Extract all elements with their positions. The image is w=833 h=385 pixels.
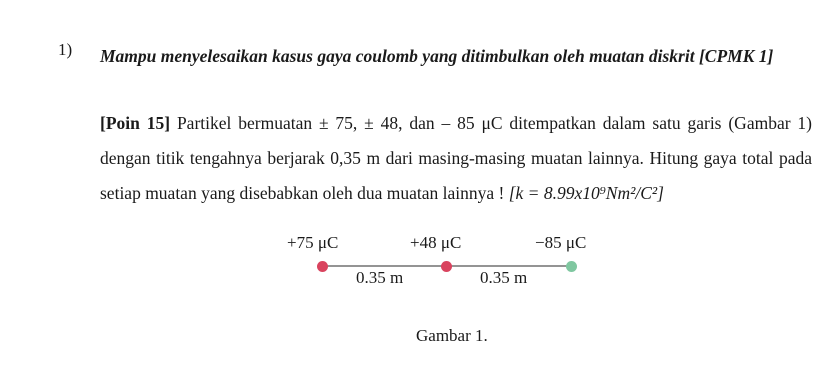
figure-caption: Gambar 1. — [416, 326, 488, 345]
charge-dot-1 — [317, 261, 328, 272]
poin-label: [Poin 15] — [100, 113, 171, 133]
charge-label-3: −85 μC — [535, 233, 587, 252]
coulomb-constant: [k = 8.99x10⁹Nm²/C²] — [508, 183, 664, 203]
charge-label-2: +48 μC — [410, 233, 462, 252]
question-heading: Mampu menyelesaikan kasus gaya coulomb yang ditimbulkan oleh muatan diskrit [CPMK 1] — [100, 46, 774, 66]
distance-label-1: 0.35 m — [356, 268, 404, 287]
charge-dot-2 — [441, 261, 452, 272]
question-body — [100, 106, 812, 211]
charge-label-1: +75 μC — [287, 233, 339, 252]
distance-label-2: 0.35 m — [480, 268, 528, 287]
question-number: 1) — [58, 40, 73, 59]
charge-diagram — [260, 225, 640, 305]
question-text: Partikel bermuatan ± 75, ± 48, dan – 85 μC ditempatkan dalam satu garis (Gambar 1) dengan titik tengahnya berjarak 0,35 m dari masing-masing muatan lainnya. Hitung gaya total pada setiap muatan yang disebabkan oleh dua muatan lainnya ! — [100, 113, 812, 203]
charge-dot-3 — [566, 261, 577, 272]
